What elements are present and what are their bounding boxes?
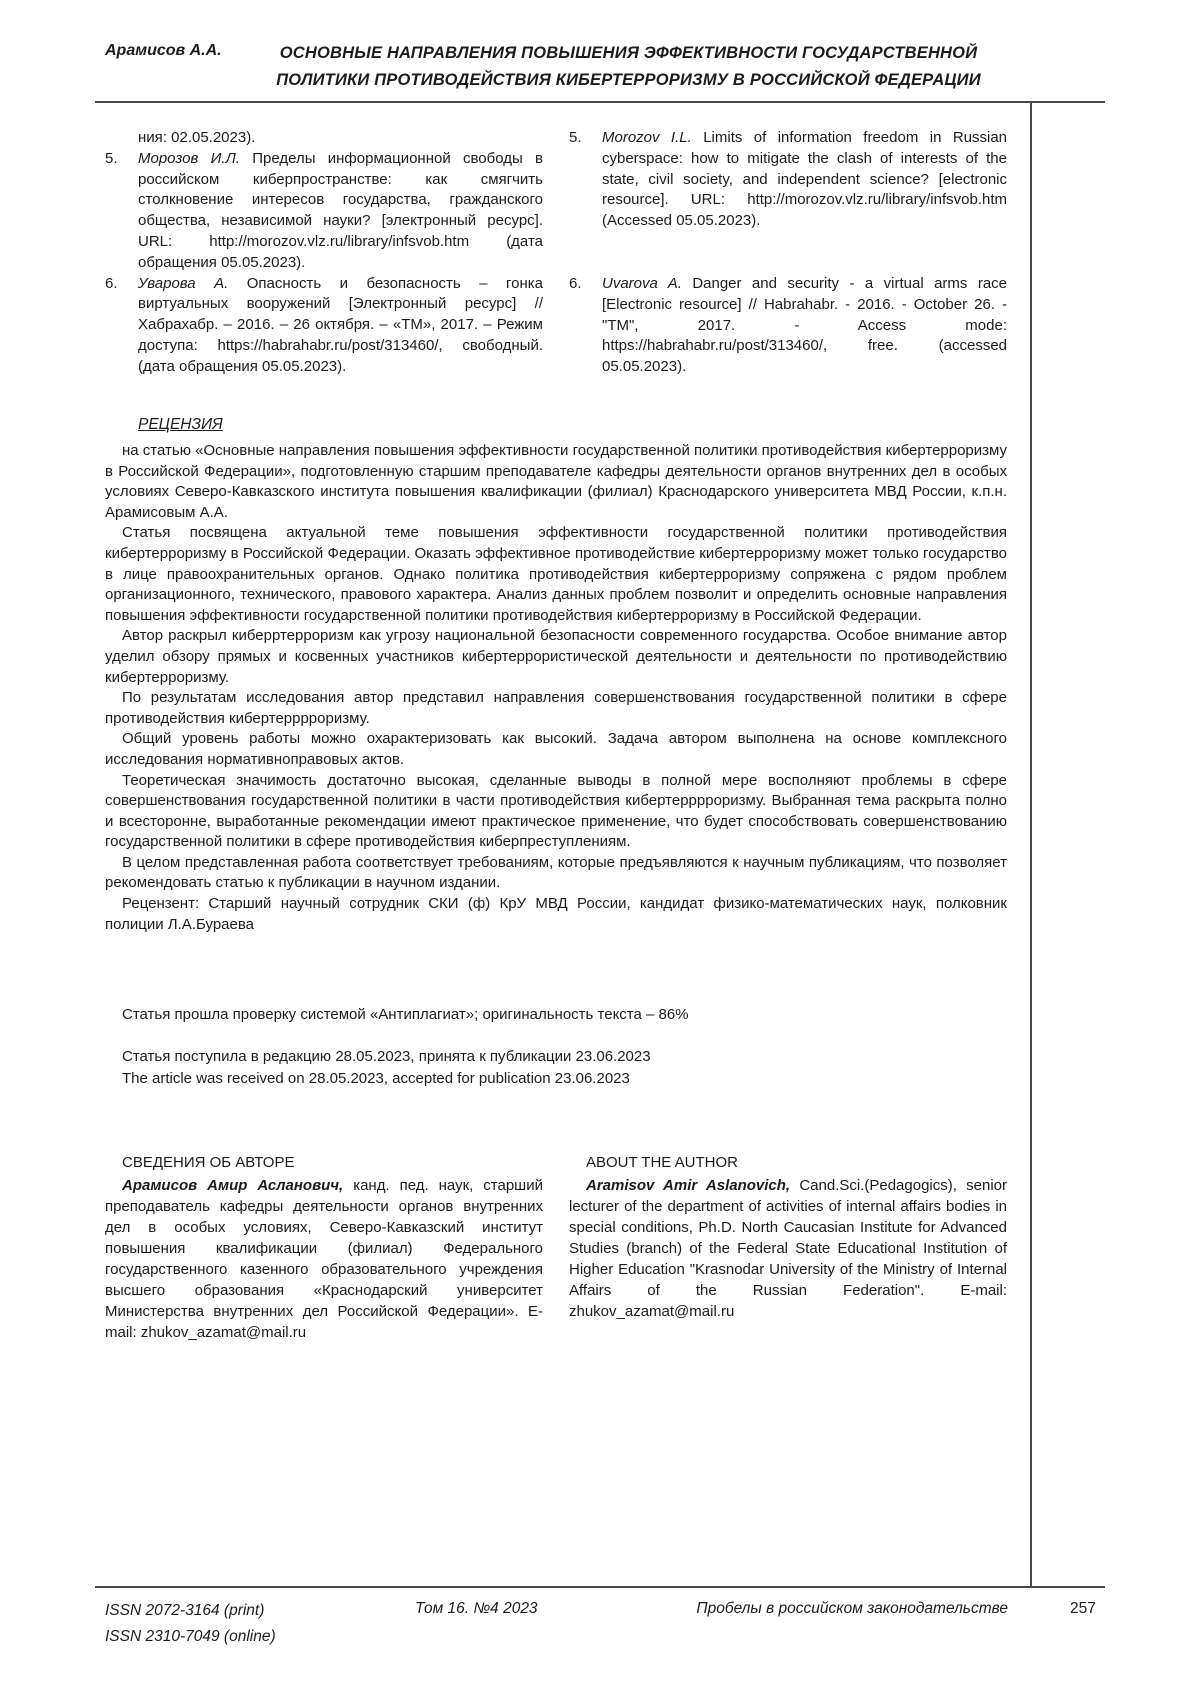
references-column-en: [569, 128, 1007, 378]
submission-dates: [122, 1046, 651, 1090]
about-heading-ru: СВЕДЕНИЯ ОБ АВТОРЕ: [122, 1154, 295, 1171]
received-date-en: The article was received on 28.05.2023, accepted for publication 23.06.2023: [122, 1070, 630, 1087]
author-name-ru: Арамисов Амир Асланович,: [122, 1177, 344, 1194]
about-author-ru: [105, 1152, 543, 1343]
reference-author: Morozov I.L.: [602, 129, 692, 146]
review-paragraph: Общий уровень работы можно охарактеризовать как высокий. Задача автором выполнена на основе комплексного исследования нормативноправовых актов.: [105, 730, 1007, 768]
reference-body: Пределы информационной свободы в российском киберпространстве: как смягчить столкновение интересов государства, гражданского общества, независимой науки? [электронный ресурс]. URL: http://morozov.vlz.ru/library/infsvob.htm (дата обращения 05.05.2023).: [138, 149, 543, 271]
author-bio-en: Cand.Sci.(Pedagogics), senior lecturer of the department of activities of internal affairs bodies in special conditions, Ph.D. North Caucasian Institute for Advanced Studies (branch) of the Federal State Educational Institution of Higher Education "Krasnodar University of the Ministry of Internal Affairs of the Russian Federation". E-mail: zhukov_azamat@mail.ru: [569, 1177, 1007, 1320]
running-head-author: Арамисов А.А.: [105, 42, 222, 59]
about-author-en: [569, 1152, 1007, 1343]
references-section: [105, 128, 1007, 378]
issn-block: [105, 1598, 276, 1650]
reference-body: Limits of information freedom in Russian cyberspace: how to mitigate the clash of interests of the state, civil society, and independent science? [electronic resource]. URL: http://morozov.vlz.ru/library/infsvob.htm (Accessed 05.05.2023).: [602, 129, 1008, 230]
reference-body: Danger and security - a virtual arms race [Electronic resource] // Habrahabr. - 2016. - October 26. - "TM", 2017. - Access mode: https://habrahabr.ru/post/313460/, free. (accessed 05.05.2023).: [602, 274, 1007, 376]
about-heading-en: ABOUT THE AUTHOR: [586, 1154, 738, 1171]
reference-text: [138, 149, 543, 274]
reference-text: [602, 274, 1007, 378]
review-body: [105, 441, 1007, 935]
reference-number: 5.: [105, 149, 118, 167]
about-text-ru: [105, 1175, 543, 1343]
review-paragraph: В целом представленная работа соответствует требованиям, которые предъявляются к научным публикациям, что позволяет рекомендовать статью к публикации в научном издании.: [105, 853, 1007, 892]
reference-continuation: ния: 02.05.2023).: [138, 129, 256, 146]
journal-title: Пробелы в российском законодательстве: [696, 1600, 1008, 1617]
running-head-title: [250, 40, 1007, 94]
reference-text: [138, 274, 543, 378]
review-paragraph: Автор раскрыл киберртерроризм как угрозу национальной безопасности современного государства. Особое внимание автор уделил обзору прямых и косвенных участников кибертеррористической деятельности и деятельности по противодействию кибертерроризму.: [105, 627, 1007, 686]
header-rule: [95, 101, 1105, 103]
review-paragraph: Статья посвящена актуальной теме повышения эффективности государственной политики противодействия кибертерроризму в Российской Федерации. Оказать эффективное противодействие кибертерроризму может только государство в лице правоохранительных органов. Однако политика противодействия кибертерроризму сопряжена с рядом проблем организационного, технического, правового характера. Анализ данных проблем позволит и определить основные направления повышения эффективности государственной политики противодействия кибертерроризму в Российской Федерации.: [105, 524, 1007, 624]
review-paragraph: на статью «Основные направления повышения эффективности государственной политики противодействия кибертерроризму в Российской Федерации», подготовленную старшим преподавателе кафедры деятельности органов внутренних дел в особых условиях Северо-Кавказского института повышения квалификации (филиал) Краснодарского университета МВД России, к.п.н. Арамисовым А.А.: [105, 442, 1008, 521]
reference-author: Уварова А.: [138, 274, 229, 292]
received-date-ru: Статья поступила в редакцию 28.05.2023, принята к публикации 23.06.2023: [122, 1048, 651, 1065]
volume-info: Том 16. №4 2023: [415, 1600, 538, 1617]
reference-number: 6.: [569, 274, 582, 292]
reference-item-en-5: [569, 128, 1007, 232]
running-head-title-line2: ПОЛИТИКИ ПРОТИВОДЕЙСТВИЯ КИБЕРТЕРРОРИЗМУ В РОССИЙСКОЙ ФЕДЕРАЦИИ: [276, 71, 981, 89]
issn-print: ISSN 2072-3164 (print): [105, 1602, 265, 1619]
review-paragraph: Рецензент: Старший научный сотрудник СКИ (ф) КрУ МВД России, кандидат физико-математических наук, полковник полиции Л.А.Бураева: [105, 895, 1007, 933]
running-head-title-line1: ОСНОВНЫЕ НАПРАВЛЕНИЯ ПОВЫШЕНИЯ ЭФФЕКТИВНОСТИ ГОСУДАРСТВЕННОЙ: [279, 44, 978, 62]
reference-number: 6.: [105, 274, 118, 292]
reference-item-ru-6: [105, 274, 543, 378]
reference-text: [602, 128, 1007, 232]
review-heading: РЕЦЕНЗИЯ: [138, 416, 223, 433]
antiplagiat-note: Статья прошла проверку системой «Антиплагиат»; оригинальность текста – 86%: [122, 1006, 689, 1023]
review-paragraph: Теоретическая значимость достаточно высокая, сделанные выводы в полной мере восполняют проблемы в сфере совершенствования государственной политики в части противодействия кибертерррроризму. Выбранная тема раскрыта полно и всесторонне, выработанные рекомендации имеют практическое применение, что будет способствовать совершенствованию государственной политики в сфере противодействия киберпреступлениям.: [105, 771, 1007, 851]
reference-item-en-6: [569, 274, 1007, 378]
right-margin-rule: [1030, 101, 1032, 1588]
footer-rule: [95, 1586, 1105, 1588]
references-column-ru: [105, 128, 543, 378]
page-number: 257: [1070, 1600, 1096, 1617]
about-author-section: [105, 1152, 1007, 1343]
reference-author: Uvarova A.: [602, 274, 682, 292]
about-text-en: [569, 1175, 1007, 1322]
issn-online: ISSN 2310-7049 (online): [105, 1628, 276, 1645]
review-paragraph: По результатам исследования автор представил направления совершенствования государственной политики в сфере противодействия кибертерррроризму.: [105, 689, 1007, 727]
reference-body: Опасность и безопасность – гонка виртуальных вооружений [Электронный ресурс] // Хабрахабр. – 2016. – 26 октября. – «ТМ», 2017. – Режим доступа: https://habrahabr.ru/post/313460/, свободный. (дата обращения 05.05.2023).: [138, 274, 544, 375]
reference-number: 5.: [569, 129, 582, 146]
reference-author: Морозов И.Л.: [138, 149, 240, 167]
author-bio-ru: канд. пед. наук, старший преподаватель кафедры деятельности органов внутренних дел в особых условиях, Северо-Кавказский институт повышения квалификации (филиал) Федерального государственного казенного образовательного учреждения высшего образования «Краснодарский университет Министерства внутренних дел Российской Федерации». E-mail: zhukov_azamat@mail.ru: [105, 1177, 543, 1341]
reference-item-ru-5: [105, 149, 543, 274]
author-name-en: Aramisov Amir Aslanovich,: [586, 1177, 791, 1194]
